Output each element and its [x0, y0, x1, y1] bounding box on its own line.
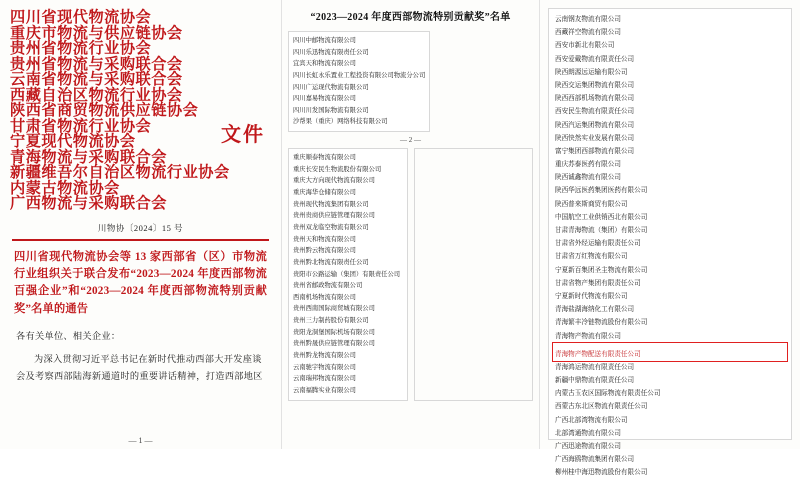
list-item: 沙帮果（重庆）网络科技有限公司	[293, 118, 388, 126]
list-item: 甘肃省万红物流有限公司	[555, 253, 628, 261]
list-item: 广西迅途物流有限公司	[555, 443, 621, 450]
list-item: 云南福腾实业有限公司	[293, 386, 356, 394]
list-item: 北部湾通物流有限公司	[555, 429, 621, 437]
list-item: 重庆顺泰物流有限公司	[293, 154, 356, 162]
list-item: 贵阳市公路运输（集团）有限责任公司	[293, 270, 401, 278]
list-item: 云南驰宇物流有限公司	[293, 363, 356, 371]
page-number: — 2 —	[400, 136, 421, 145]
list-item: 重庆苏泰医药有限公司	[555, 161, 621, 169]
list-item: 陕西交运集团物流有限公司	[555, 81, 635, 89]
list-item: 贵州现代物流集团有限公司	[293, 200, 369, 208]
list-item: 青海鸿运物流有限责任公司	[555, 363, 635, 371]
list-item: 甘肃青海物流（集团）有限公司	[555, 227, 648, 234]
page-number: — 1 —	[128, 436, 153, 445]
list-item: 贵州西南国际商贸城有限公司	[293, 305, 375, 313]
list-item: 内蒙古玉农区国际物流有限责任公司	[555, 390, 661, 398]
list-item: 西藏祥空物流有限公司	[555, 29, 621, 37]
document-number: 川物协〔2024〕15 号	[97, 222, 184, 233]
letterhead-line: 西藏自治区物流行业协会	[10, 86, 183, 104]
list-item: 四川中邮物流有限公司	[293, 37, 356, 44]
list-item: 甘肃省物产集团有限责任公司	[555, 279, 641, 287]
list-item: 贵州黔北物流有限责任公司	[293, 258, 369, 266]
list-item: 四川川发国际物流有限公司	[293, 106, 369, 114]
highlighted-list-item-wrapper	[555, 343, 785, 361]
company-list-lower	[288, 148, 533, 400]
list-title: “2023—2024 年度西部物流特别贡献奖”名单	[310, 12, 511, 23]
list-item: 陕西朗源远运输有限公司	[555, 68, 628, 76]
list-item: 四川嘉易物流有限公司	[293, 95, 356, 103]
letterhead-line: 重庆市物流与供应链协会	[10, 24, 183, 42]
list-item: 西安民生物流有限责任公司	[555, 108, 635, 116]
list-item: 西蒙古东北区物流有限责任公司	[555, 403, 648, 411]
list-item: 青海盐湖海纳化工有限公司	[555, 306, 635, 314]
letterhead-block	[10, 10, 271, 212]
company-column-right	[548, 8, 792, 477]
letterhead-line: 广西物流与采购联合会	[10, 195, 167, 212]
document-page-right	[540, 0, 800, 477]
list-item: 重庆长安民生物流股份有限公司	[293, 165, 382, 173]
list-item: 贵州天和物流有限公司	[293, 235, 356, 243]
list-item: 宁夏新百集团圣主物流有限公司	[555, 266, 648, 274]
list-item: 贵州双龙临空物流有限公司	[293, 223, 369, 231]
list-item: 陕西汽运集团物流有限公司	[555, 121, 635, 129]
list-item: 中国航空工业供销西北有限公司	[555, 213, 648, 221]
letterhead-line: 云南省物流与采购联合会	[10, 71, 183, 88]
list-item: 贵州三力制药股份有限公司	[293, 317, 369, 325]
list-item: 青海物产物流有限公司	[555, 332, 621, 340]
company-column-3	[288, 148, 408, 400]
list-item: 西安爱戴物流有限责任公司	[555, 55, 635, 63]
list-item: 广西海鸥物流集团有限公司	[555, 456, 635, 464]
letterhead-line: 内蒙古物流协会	[10, 179, 120, 197]
list-item-highlighted: 青海物产物配送有限责任公司	[555, 350, 641, 358]
list-item: 青海繁丰冷链物流股份有限公司	[555, 319, 648, 327]
letterhead-line: 宁夏现代物流协会	[10, 133, 136, 150]
list-item: 云南钢友物流有限公司	[555, 16, 621, 23]
document-page-left	[0, 0, 282, 449]
letterhead-line: 甘肃省物流行业协会	[10, 117, 152, 135]
list-item: 陕西西部机场物流有限公司	[555, 95, 635, 103]
list-item: 陕西诚鑫物流有限公司	[555, 174, 621, 182]
list-item: 重庆海华仓储有限公司	[293, 189, 356, 197]
list-item: 重庆大方向现代物流有限公司	[293, 177, 375, 185]
list-item: 富宁集团西部物流有限公司	[555, 147, 635, 155]
list-item: 甘肃省外经运输有限责任公司	[555, 240, 641, 248]
list-item: 新疆中鼎物流有限责任公司	[555, 377, 635, 385]
list-item: 贵州贵商供应链管理有限公司	[293, 212, 375, 220]
letterhead-line: 贵州省物流行业协会	[10, 40, 152, 57]
list-item: 贵州黔云物流有限公司	[293, 247, 356, 255]
red-divider	[12, 239, 269, 241]
document-body	[10, 318, 271, 385]
letterhead-line: 四川省现代物流协会	[10, 9, 152, 26]
list-item: 云南瑞邦物流有限公司	[293, 375, 356, 383]
body-paragraph: 为深入贯彻习近平总书记在新时代推动西部大开发座谈会及考察西部陆海新通道时的重要讲话精神，打造西部地区	[16, 353, 263, 381]
body-paragraph: 各有关单位、相关企业：	[16, 330, 121, 341]
letterhead-line: 贵州省物流与采购联合会	[10, 55, 183, 73]
company-list-upper	[288, 31, 533, 132]
list-item: 陕西普来斯商贸有限公司	[555, 200, 628, 208]
letterhead-line: 青海物流与采购联合会	[10, 148, 167, 166]
list-item: 四川长虹永乐置业工程投资有限公司物流分公司	[293, 71, 426, 79]
document-title: 四川省现代物流协会等 13 家西部省（区）市物流行业组织关于联合发布“2023—2024 年度西部物流百强企业”和“2023—2024 年度西部物流特别贡献奖”名单的通告	[14, 250, 267, 315]
list-item: 陕西快然实业发展有限公司	[555, 134, 635, 142]
document-page-middle	[282, 0, 540, 449]
list-item: 贵州黔龙物流有限公司	[293, 352, 356, 360]
list-item: 四川乐迅物流有限责任公司	[293, 48, 369, 56]
list-item: 西安市新北有限公司	[555, 42, 615, 50]
company-column-1	[288, 31, 430, 132]
list-item: 西南机场物流有限公司	[293, 293, 356, 301]
letterhead-line: 新疆维吾尔自治区物流行业协会	[10, 164, 230, 181]
list-item: 宁夏新时代物流有限公司	[555, 292, 628, 300]
list-item: 宜宾天和物流有限公司	[293, 60, 356, 68]
letterhead-line: 陕西省商贸物流供应链协会	[10, 102, 199, 119]
list-item: 贵阳龙洞堡国际机场有限公司	[293, 328, 375, 336]
list-item: 柳州桂中海迅物流股份有限公司	[555, 469, 648, 477]
company-column-spacer-2	[414, 148, 534, 400]
company-column-spacer	[436, 31, 533, 132]
list-item: 贵州黔晟供应链管理有限公司	[293, 340, 375, 348]
list-item: 陕西华远医药集团医药有限公司	[555, 187, 648, 195]
list-item: 广西北部湾物流有限公司	[555, 416, 628, 424]
document-stamp-word: 文件	[221, 124, 265, 146]
list-item: 贵州省邮政物流有限公司	[293, 282, 363, 290]
list-item: 四川广运现代物流有限公司	[293, 83, 369, 91]
